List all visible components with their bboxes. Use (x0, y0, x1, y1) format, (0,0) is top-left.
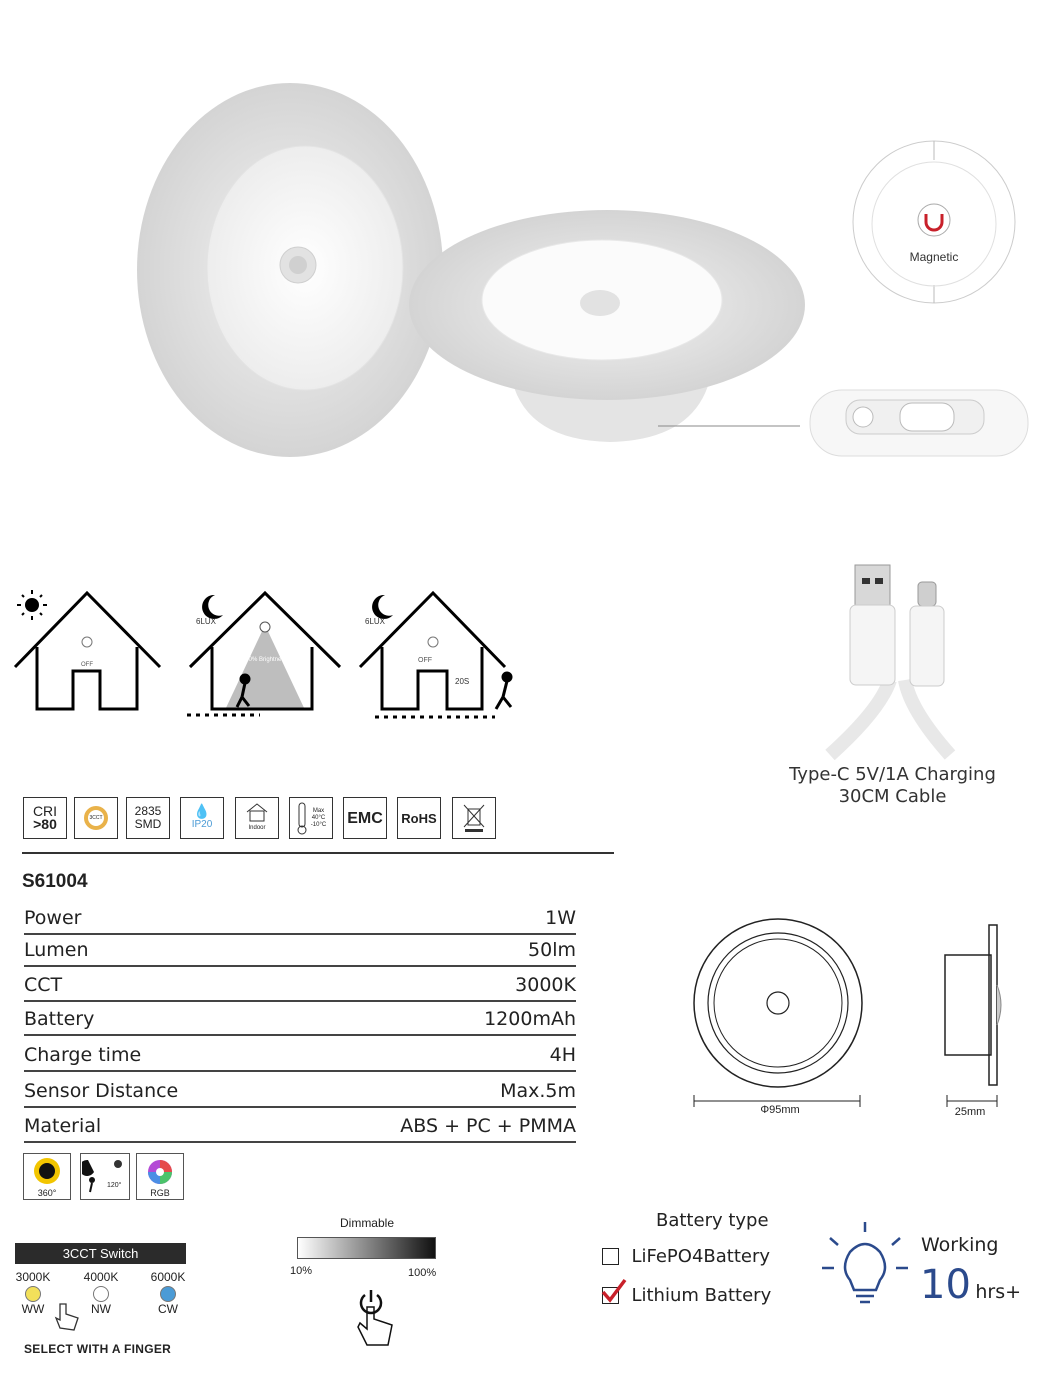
crossed-bin-icon (462, 803, 486, 833)
cct-code: NW (91, 1302, 111, 1316)
scene-1-day-off (10, 585, 170, 720)
temp-max-value: 40°C (311, 814, 326, 821)
rgb-label: RGB (150, 1188, 170, 1198)
battery-option-lithium[interactable] (602, 1285, 771, 1306)
battery-type-title: Battery type (656, 1210, 769, 1231)
temp-max-label: Max (312, 807, 325, 814)
scene-1-status: OFF (81, 662, 93, 668)
ip-badge-label: IP20 (191, 819, 213, 830)
spec-row-power (24, 901, 576, 935)
magnetic-detail-image (849, 140, 1019, 310)
spec-value: 3000K (515, 974, 576, 996)
magnetic-label: Magnetic (909, 250, 959, 264)
cri-badge-bottom: >80 (33, 816, 57, 832)
spec-label: CCT (24, 974, 63, 996)
cable-caption-line1: Type-C 5V/1A Charging (789, 764, 996, 785)
sensor-angle-badge (80, 1153, 130, 1200)
emc-badge (343, 797, 387, 839)
cct-code: WW (21, 1302, 45, 1316)
cct-temp: 4000K (83, 1270, 119, 1284)
checkbox[interactable] (602, 1248, 619, 1265)
cct-color-dot (93, 1286, 109, 1302)
cct-switch-caption: SELECT WITH A FINGER (24, 1342, 172, 1356)
thermometer-icon (296, 801, 308, 835)
ip-badge (180, 797, 224, 839)
light-circle-icon (32, 1156, 62, 1186)
house-icon (245, 802, 269, 822)
smd-badge (126, 797, 170, 839)
dimmable-max-label: 100% (408, 1267, 437, 1279)
beam-angle-badge (23, 1153, 71, 1200)
temp-min-value: -10°C (310, 821, 327, 828)
finger-tap-icon (52, 1300, 84, 1334)
cct-color-dot (160, 1286, 176, 1302)
diameter-label: Φ95mm (760, 1104, 800, 1116)
scene-3-night-delay (355, 585, 525, 725)
beam-angle-label: 360° (37, 1188, 57, 1198)
spec-label: Material (24, 1115, 102, 1137)
sensor-angle-label: 120° (107, 1182, 122, 1189)
working-hours-number: 10 (920, 1262, 971, 1308)
battery-option-label: Lithium Battery (631, 1285, 772, 1306)
usb-cable-image (800, 560, 990, 760)
section-divider (22, 852, 614, 854)
spec-value: 50lm (528, 939, 576, 961)
spec-row-cct (24, 968, 576, 1002)
spec-row-material (24, 1109, 576, 1143)
spec-row-lumen (24, 933, 576, 967)
working-hours-unit: hrs+ (975, 1281, 1022, 1303)
cct-switch-title: 3CCT Switch (15, 1243, 186, 1264)
cct-option-3000k[interactable] (11, 1270, 55, 1316)
color-wheel-icon (146, 1158, 174, 1186)
indoor-badge (235, 797, 279, 839)
model-number: S61004 (22, 871, 88, 892)
temperature-badge (289, 797, 333, 839)
smd-badge-bottom: SMD (134, 817, 162, 831)
rohs-badge-label: RoHS (401, 810, 437, 826)
spec-label: Lumen (24, 939, 89, 961)
cct-badge-label: 3CCT (89, 814, 103, 821)
spec-row-sensor-distance (24, 1074, 576, 1108)
cct-temp: 6000K (150, 1270, 186, 1284)
water-drop-icon: 💧 (193, 803, 211, 819)
scene-3-delay: 20S (455, 677, 470, 686)
cct-temp: 3000K (15, 1270, 51, 1284)
cct-badge (74, 797, 118, 839)
spec-value: 1W (545, 907, 576, 929)
light-bulb-icon (820, 1218, 910, 1310)
spec-value: 1200mAh (484, 1008, 576, 1030)
cri-badge (23, 797, 67, 839)
checkbox-checked[interactable] (602, 1287, 619, 1304)
cct-option-4000k[interactable] (79, 1270, 123, 1316)
front-dimension-drawing (690, 915, 870, 1115)
switch-detail-image (808, 388, 1030, 458)
cri-badge-top: CRI (32, 803, 58, 819)
cct-option-6000k[interactable] (146, 1270, 190, 1316)
weee-badge (452, 797, 496, 839)
scene-2-lux: 6LUX (196, 617, 217, 626)
checkmark-icon (601, 1278, 627, 1304)
scene-2-night-motion (185, 585, 345, 725)
scene-3-status: OFF (418, 657, 432, 664)
spec-value: ABS + PC + PMMA (400, 1115, 576, 1137)
motion-sensor-icon (82, 1154, 128, 1196)
indoor-badge-label: Indoor (248, 824, 266, 831)
dimmable-min-label: 10% (290, 1265, 313, 1277)
scene-2-status: 100% Brightness (242, 657, 288, 663)
cct-color-dot (25, 1286, 41, 1302)
spec-label: Power (24, 907, 82, 929)
spec-value: 4H (549, 1044, 576, 1066)
cable-caption-line2: 30CM Cable (838, 786, 947, 807)
scene-3-lux: 6LUX (365, 617, 386, 626)
smd-badge-top: 2835 (134, 804, 162, 818)
battery-option-lifepo4[interactable] (602, 1246, 770, 1267)
cct-code: CW (158, 1302, 178, 1316)
depth-label: 25mm (954, 1106, 986, 1118)
spec-row-charge-time (24, 1038, 576, 1072)
emc-badge-label: EMC (347, 809, 383, 827)
spec-value: Max.5m (500, 1080, 576, 1102)
spec-label: Charge time (24, 1044, 142, 1066)
side-dimension-drawing (935, 915, 1010, 1115)
rohs-badge (397, 797, 441, 839)
dimmable-title: Dimmable (339, 1216, 394, 1230)
dimmable-gradient-bar[interactable] (297, 1237, 436, 1259)
spec-row-battery (24, 1002, 576, 1036)
spec-label: Battery (24, 1008, 95, 1030)
working-hours (920, 1262, 1021, 1308)
rgb-badge (136, 1153, 184, 1200)
spec-label: Sensor Distance (24, 1080, 179, 1102)
cct-ring-icon (84, 806, 108, 830)
working-label: Working (921, 1234, 999, 1256)
touch-power-icon (352, 1287, 398, 1349)
battery-option-label: LiFePO4Battery (631, 1246, 771, 1267)
